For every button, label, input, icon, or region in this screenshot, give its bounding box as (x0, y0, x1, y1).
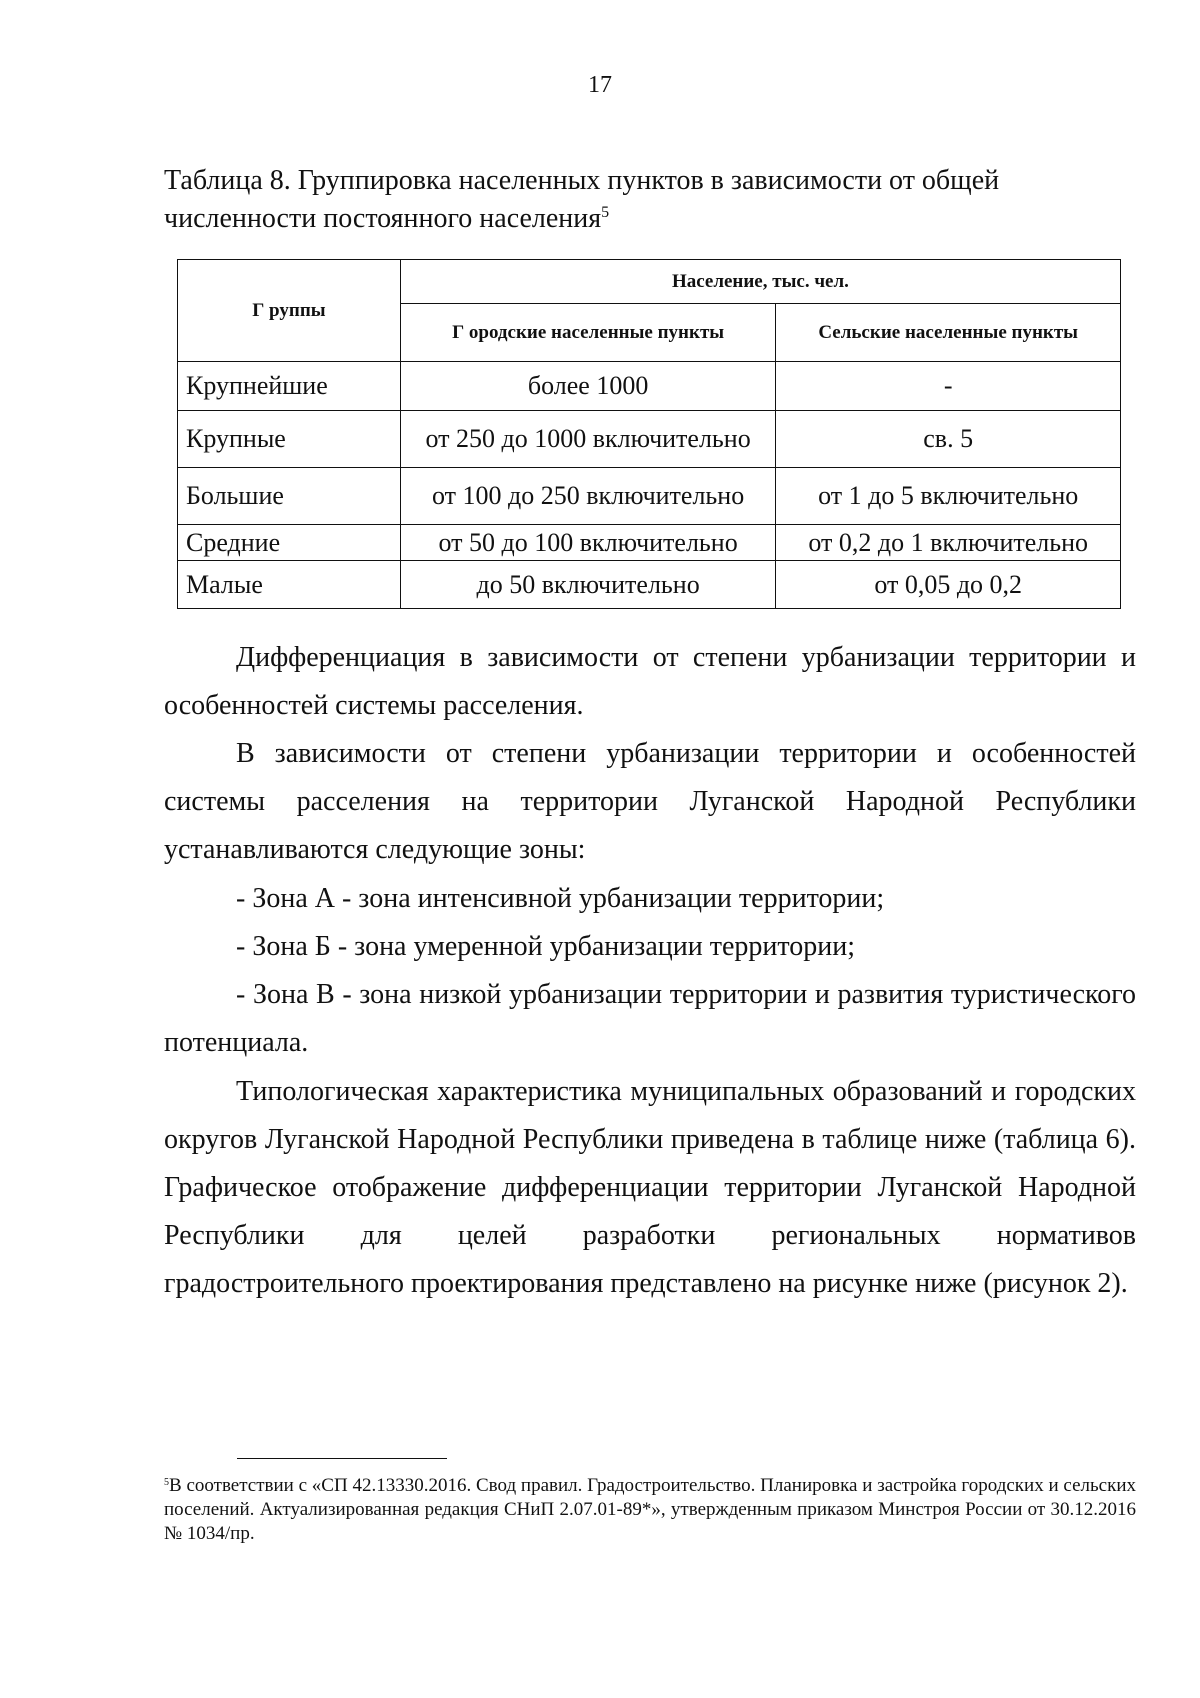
paragraph-typology (164, 1068, 1136, 1308)
footnote-separator (237, 1458, 447, 1459)
paragraph-zones-intro (164, 730, 1136, 874)
list-item-text: - Зона В - зона низкой урбанизации территории и развития туристического потенциала. (164, 979, 1136, 1058)
header-urban: Г ородские населенные пункты (400, 304, 776, 362)
cell-rural: от 0,05 до 0,2 (776, 561, 1121, 609)
population-groups-table (177, 259, 1121, 609)
table-row (178, 561, 1121, 609)
paragraph-text: В зависимости от степени урбанизации территории и особенностей системы расселения на территории Луганской Народной Республики устанавливаются следующие зоны: (164, 738, 1136, 865)
header-groups: Г руппы (178, 260, 401, 362)
cell-urban: от 50 до 100 включительно (400, 525, 776, 561)
list-item-text: - Зона А - зона интенсивной урбанизации территории; (236, 883, 885, 914)
cell-rural: от 1 до 5 включительно (776, 468, 1121, 525)
cell-rural: - (776, 362, 1121, 411)
cell-urban: до 50 включительно (400, 561, 776, 609)
table-row (178, 362, 1121, 411)
cell-group: Большие (178, 468, 401, 525)
cell-group: Малые (178, 561, 401, 609)
cell-group: Крупные (178, 411, 401, 468)
cell-group: Крупнейшие (178, 362, 401, 411)
header-rural: Сельские населенные пункты (776, 304, 1121, 362)
list-item-text: - Зона Б - зона умеренной урбанизации территории; (236, 931, 855, 962)
page-number: 17 (588, 72, 612, 98)
table-caption-text: Таблица 8. Группировка населенных пунктов в зависимости от общей численности постоянного населения (164, 165, 1000, 234)
cell-rural: от 0,2 до 1 включительно (776, 525, 1121, 561)
paragraph-differentiation (164, 634, 1136, 730)
header-population: Население, тыс. чел. (400, 260, 1120, 304)
table-row (178, 468, 1121, 525)
table-row (178, 525, 1121, 561)
table-caption (164, 162, 1064, 238)
cell-urban: более 1000 (400, 362, 776, 411)
zone-b-item (164, 923, 1136, 971)
footnote (164, 1474, 1136, 1546)
footnote-mark: 5 (164, 1477, 169, 1488)
table-row (178, 411, 1121, 468)
cell-urban: от 250 до 1000 включительно (400, 411, 776, 468)
footnote-text: В соответствии с «СП 42.13330.2016. Свод правил. Градостроительство. Планировка и застройка городских и сельских поселений. Актуализированная редакция СНиП 2.07.01-89*», утвержденным приказом Минстроя России от 30.12.2016 № 1034/пр. (164, 1475, 1136, 1544)
zone-c-item (164, 971, 1136, 1067)
footnote-reference: 5 (601, 204, 610, 221)
zone-a-item (164, 875, 1136, 923)
cell-urban: от 100 до 250 включительно (400, 468, 776, 525)
paragraph-text: Дифференциация в зависимости от степени урбанизации территории и особенностей системы расселения. (164, 642, 1136, 721)
cell-group: Средние (178, 525, 401, 561)
cell-rural: св. 5 (776, 411, 1121, 468)
paragraph-text: Типологическая характеристика муниципальных образований и городских округов Луганской Народной Республики приведена в таблице ниже (таблица 6). Графическое отображение дифференциации территории Луганской Народной Республики для целей разработки региональных нормативов градостроительного проектирования представлено на рисунке ниже (рисунок 2). (164, 1076, 1136, 1299)
